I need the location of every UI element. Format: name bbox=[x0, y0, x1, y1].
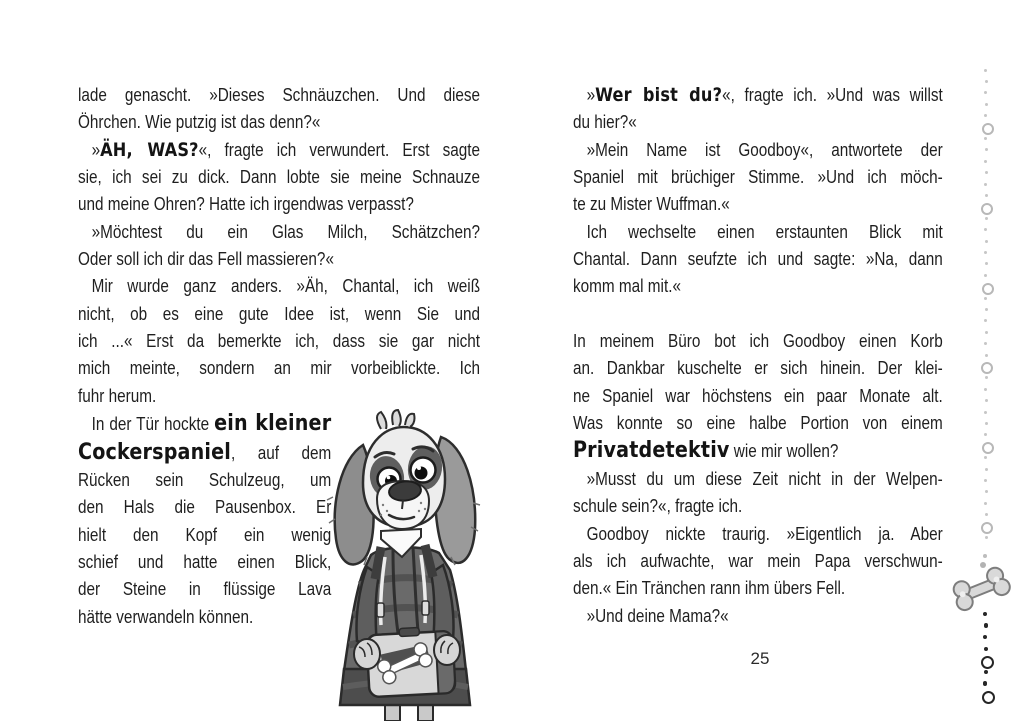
decor-ring-dot bbox=[981, 203, 993, 215]
decor-dot bbox=[984, 502, 987, 505]
decor-dot bbox=[984, 479, 987, 482]
text-line bbox=[573, 383, 943, 410]
body-text: komm mal mit.« bbox=[573, 276, 681, 297]
decor-dot bbox=[985, 536, 988, 539]
emphasis-text: Privatdetektiv bbox=[573, 437, 730, 464]
text-line bbox=[78, 494, 331, 521]
decor-ring-dot bbox=[981, 656, 994, 669]
decor-dot bbox=[984, 623, 989, 628]
decor-ring-dot bbox=[982, 283, 994, 295]
decor-dot bbox=[984, 114, 987, 117]
body-text: In meinem Büro bot ich Goodboy einen Korb bbox=[573, 331, 943, 352]
decor-dot bbox=[983, 635, 988, 640]
decor-dot bbox=[984, 433, 987, 436]
text-line bbox=[78, 355, 480, 382]
body-text: » bbox=[586, 85, 596, 105]
text-line bbox=[573, 219, 943, 246]
body-text: und meine Ohren? Hatte ich irgendwas verpasst? bbox=[78, 194, 414, 215]
text-line bbox=[78, 439, 331, 467]
body-text: »Und deine Mama?« bbox=[586, 605, 729, 626]
text-line bbox=[573, 548, 943, 575]
decor-dot bbox=[984, 274, 987, 277]
text-line bbox=[78, 549, 331, 576]
decor-dot bbox=[985, 240, 988, 243]
text-line bbox=[573, 164, 943, 191]
body-text: sie, ich sei zu dick. Dann lobte sie meine Schnauze bbox=[78, 167, 481, 188]
decor-dot bbox=[985, 217, 988, 220]
text-line bbox=[573, 137, 943, 164]
text-line bbox=[78, 328, 480, 355]
body-text: Öhrchen. Wie putzig ist das denn?« bbox=[78, 112, 321, 133]
text-line bbox=[78, 137, 480, 164]
body-text: ne Spaniel war höchstens ein paar Monate alt. bbox=[573, 385, 943, 406]
decor-dot bbox=[984, 319, 987, 322]
decor-dot bbox=[983, 554, 987, 558]
decor-dot bbox=[984, 297, 987, 300]
emphasis-text: Wer bist du? bbox=[595, 84, 723, 106]
text-line bbox=[78, 82, 480, 109]
decor-dot bbox=[984, 251, 987, 254]
decor-dot bbox=[985, 103, 988, 106]
decor-dot bbox=[985, 308, 988, 311]
decor-dot bbox=[985, 80, 988, 83]
text-line bbox=[573, 603, 943, 630]
decor-dot bbox=[985, 148, 988, 151]
body-text: »Möchtest du ein Glas Milch, Schätzchen? bbox=[91, 221, 481, 242]
decor-dot bbox=[984, 342, 987, 345]
decor-dot bbox=[984, 137, 987, 140]
blank-line bbox=[573, 301, 943, 328]
text-line bbox=[78, 219, 480, 246]
text-line bbox=[573, 191, 943, 218]
body-text: Ich wechselte einen erstaunten Blick mit bbox=[586, 221, 943, 242]
body-text: ich ...« Erst da bemerkte ich, dass sie gar nicht bbox=[78, 331, 481, 352]
text-line bbox=[573, 109, 943, 136]
text-line bbox=[573, 410, 943, 437]
decor-dot bbox=[984, 160, 987, 163]
body-text: als ich aufwachte, war mein Papa verschwun- bbox=[573, 550, 943, 571]
body-text: nicht, ob es eine gute Idee ist, wenn Sie und bbox=[78, 303, 481, 324]
text-line bbox=[78, 604, 331, 631]
bone-icon bbox=[948, 563, 1014, 615]
body-text: » bbox=[91, 139, 101, 160]
page-number: 25 bbox=[750, 649, 770, 668]
decor-dot bbox=[984, 456, 987, 459]
body-text: «, fragte ich verwundert. Erst sagte bbox=[198, 139, 481, 160]
text-line bbox=[78, 191, 480, 218]
text-line bbox=[573, 575, 943, 602]
decor-ring-dot bbox=[982, 691, 995, 704]
emphasis-text: ÄH, WAS? bbox=[100, 138, 199, 161]
decor-dot bbox=[985, 399, 988, 402]
body-text: Was konnte so eine halbe Portion von einem bbox=[573, 413, 943, 434]
decor-dot bbox=[985, 513, 988, 516]
decor-dot bbox=[985, 490, 988, 493]
body-text: te zu Mister Wuffman.« bbox=[573, 194, 730, 215]
text-line bbox=[573, 246, 943, 273]
decor-ring-dot bbox=[981, 362, 993, 374]
text-line bbox=[573, 355, 943, 382]
left-text-column-narrow bbox=[78, 410, 331, 631]
decor-dot bbox=[984, 228, 987, 231]
text-line bbox=[573, 521, 943, 548]
decor-dot bbox=[985, 422, 988, 425]
body-text: Spaniel mit brüchiger Stimme. »Und ich möch- bbox=[573, 167, 943, 188]
text-line bbox=[78, 301, 480, 328]
decor-dot bbox=[984, 69, 987, 72]
text-line bbox=[78, 164, 480, 191]
decor-dot bbox=[984, 388, 987, 391]
decor-dot bbox=[984, 647, 989, 652]
decor-ring-dot bbox=[982, 123, 994, 135]
body-text: an. Dankbar kuschelte er sich hinein. Der klei- bbox=[573, 358, 943, 379]
body-text: Goodboy nickte traurig. »Eigentlich ja. Aber bbox=[586, 523, 943, 544]
body-text: «, fragte ich. »Und was willst bbox=[722, 85, 943, 105]
body-text: Mir wurde ganz anders. »Äh, Chantal, ich weiß bbox=[91, 276, 481, 297]
decor-dot bbox=[985, 376, 988, 379]
decor-dot bbox=[985, 331, 988, 334]
body-text: den.« Ein Tränchen rann ihm übers Fell. bbox=[573, 578, 846, 599]
text-line bbox=[78, 246, 480, 273]
decor-dot bbox=[984, 91, 987, 94]
body-text: schief und hatte einen Blick, bbox=[78, 551, 332, 572]
text-line bbox=[573, 493, 943, 520]
body-text: »Musst du um diese Zeit nicht in der Welpen- bbox=[586, 468, 943, 489]
body-text: der Steine in flüssige Lava bbox=[78, 579, 332, 600]
decor-dot bbox=[985, 468, 988, 471]
body-text: Rücken sein Schulzeug, um bbox=[78, 469, 332, 490]
emphasis-text: Cockerspaniel bbox=[78, 438, 232, 465]
text-line bbox=[78, 576, 331, 603]
cocker-spaniel-illustration bbox=[323, 407, 491, 721]
body-text: »Mein Name ist Goodboy«, antwortete der bbox=[586, 139, 943, 160]
decor-dot bbox=[984, 411, 987, 414]
body-text: In der Tür hockte bbox=[91, 414, 215, 435]
decor-ring-dot bbox=[981, 522, 993, 534]
body-text: hielt den Kopf ein wenig bbox=[78, 524, 332, 545]
text-line bbox=[78, 467, 331, 494]
decor-dot bbox=[985, 354, 988, 357]
decor-ring-dot bbox=[982, 442, 994, 454]
body-text: den Hals die Pausenbox. Er bbox=[78, 497, 332, 518]
body-text: mich meinte, sondern an mir vorbeiblickte. Ich bbox=[78, 358, 481, 379]
decor-dot bbox=[984, 670, 989, 675]
body-text: wie mir wollen? bbox=[729, 441, 839, 462]
emphasis-text: ein kleiner bbox=[214, 410, 332, 437]
body-text: Oder soll ich dir das Fell massieren?« bbox=[78, 249, 334, 270]
text-line bbox=[78, 109, 480, 136]
left-text-column bbox=[78, 82, 480, 410]
body-text: , auf dem bbox=[231, 442, 332, 463]
text-line bbox=[78, 410, 331, 438]
text-line bbox=[573, 437, 943, 465]
decor-dot bbox=[985, 194, 988, 197]
decor-dot bbox=[985, 171, 988, 174]
text-line bbox=[573, 328, 943, 355]
right-text-column bbox=[573, 82, 943, 630]
body-text: fuhr herum. bbox=[78, 385, 157, 406]
body-text: lade genascht. »Dieses Schnäuzchen. Und diese bbox=[78, 85, 481, 105]
body-text: Chantal. Dann seufzte ich und sagte: »Na, dann bbox=[573, 249, 943, 270]
text-line bbox=[573, 466, 943, 493]
decor-dot bbox=[983, 681, 988, 686]
body-text: du hier?« bbox=[573, 112, 637, 133]
text-line bbox=[573, 82, 943, 109]
body-text: hätte verwandeln können. bbox=[78, 606, 254, 627]
body-text: schule sein?«, fragte ich. bbox=[573, 496, 743, 517]
text-line bbox=[78, 522, 331, 549]
text-line bbox=[573, 273, 943, 300]
text-line bbox=[78, 273, 480, 300]
decor-dot bbox=[985, 262, 988, 265]
decor-dot bbox=[984, 183, 987, 186]
